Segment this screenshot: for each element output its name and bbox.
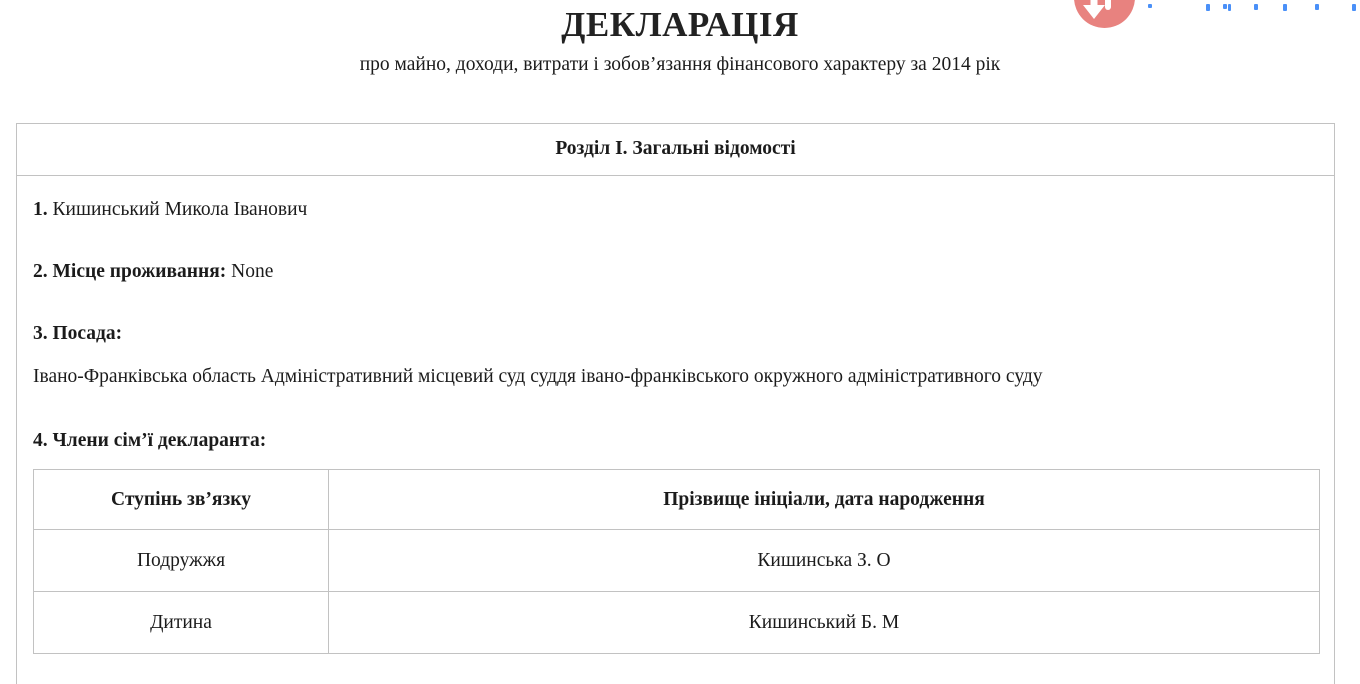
clipped-link-fragments[interactable] bbox=[1145, 4, 1360, 13]
relation-cell: Подружжя bbox=[34, 530, 329, 592]
item-residence bbox=[33, 260, 1320, 284]
residence-value: None bbox=[231, 261, 274, 282]
table-header-row bbox=[34, 470, 1320, 530]
name-cell: Кишинська З. О bbox=[329, 530, 1320, 592]
section-title: Розділ I. Загальні відомості bbox=[17, 124, 1334, 176]
link-fragment bbox=[1283, 4, 1287, 11]
declarant-name: Кишинський Микола Іванович bbox=[52, 199, 308, 220]
item-4-label: 4. Члени сім’ї декларанта: bbox=[33, 430, 267, 451]
section-general-info bbox=[16, 123, 1335, 684]
declaration-page bbox=[0, 4, 1360, 684]
link-fragment bbox=[1206, 4, 1210, 11]
item-2-label: 2. Місце проживання: bbox=[33, 261, 227, 282]
header-name-dob: Прізвище ініціали, дата народження bbox=[329, 470, 1320, 530]
relation-cell: Дитина bbox=[34, 592, 329, 654]
link-fragment bbox=[1148, 4, 1152, 8]
download-icon[interactable] bbox=[1074, 0, 1135, 28]
download-arrow-icon bbox=[1074, 0, 1135, 28]
position-value: Івано-Франківська область Адміністративний місцевий суд суддя івано-франківського окружного адміністративного суду bbox=[33, 366, 1043, 387]
table-row bbox=[34, 530, 1320, 592]
link-fragment bbox=[1228, 4, 1231, 11]
link-fragment bbox=[1315, 4, 1319, 10]
header-relation: Ступінь зв’язку bbox=[34, 470, 329, 530]
section-body bbox=[17, 198, 1334, 684]
page-subtitle: про майно, доходи, витрати і зобов’язання фінансового характеру за 2014 рік bbox=[359, 54, 1001, 75]
item-family-members-label bbox=[33, 429, 1320, 453]
item-1-number: 1. bbox=[33, 199, 48, 220]
item-declarant-name bbox=[33, 198, 1320, 222]
link-fragment bbox=[1254, 4, 1258, 10]
link-fragment bbox=[1352, 4, 1356, 11]
table-row bbox=[34, 592, 1320, 654]
item-3-label: 3. Посада: bbox=[33, 323, 123, 344]
name-cell: Кишинський Б. М bbox=[329, 592, 1320, 654]
family-members-table bbox=[33, 469, 1320, 654]
link-fragment bbox=[1223, 4, 1227, 9]
item-position-label bbox=[33, 322, 1320, 346]
page-title: ДЕКЛАРАЦІЯ bbox=[561, 5, 799, 44]
